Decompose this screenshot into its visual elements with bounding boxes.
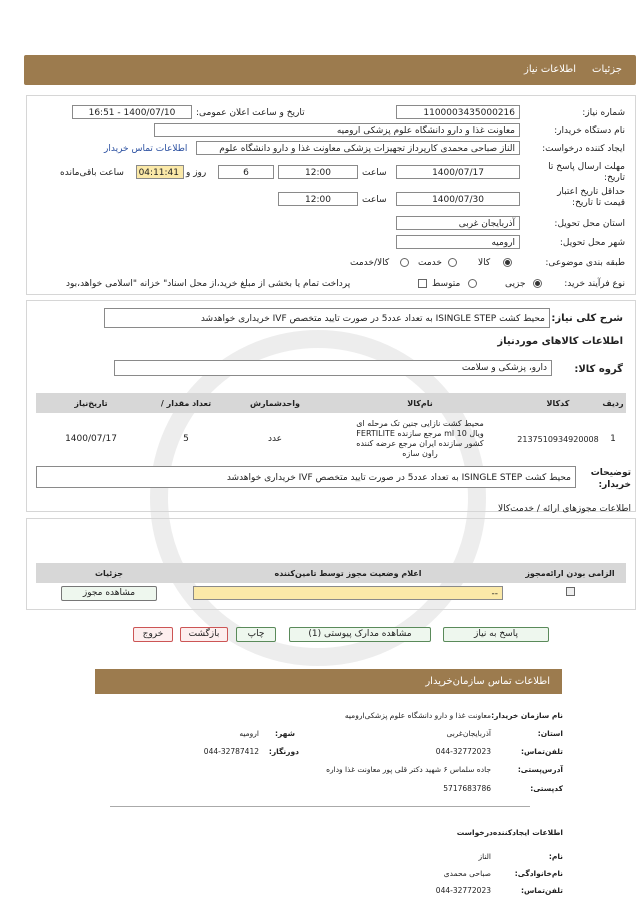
nav-need-info-link[interactable]: اطلاعات نیاز: [524, 64, 576, 75]
item-qty: 5: [183, 434, 189, 444]
item-date: 1400/07/17: [65, 434, 117, 444]
remaining-time-label: ساعت باقی‌مانده: [60, 168, 124, 178]
contact-fax-label: دورنگار:: [268, 747, 299, 756]
creator-field: الناز صباحی محمدی کارپرداز تجهیزات پزشکی معاونت غذا و دارو دانشگاه علوم: [196, 141, 520, 155]
price-validity-label: حداقل تاریخ اعتبار قیمت تا تاریخ:: [557, 187, 625, 208]
item-unit: عدد: [267, 434, 283, 444]
need-number-field: 1100003435000216: [396, 105, 520, 119]
reply-date-field: 1400/07/17: [396, 165, 520, 179]
back-button[interactable]: بازگشت: [180, 627, 228, 642]
announce-label: تاریخ و ساعت اعلان عمومی:: [196, 108, 305, 118]
top-nav-bar: [24, 55, 636, 85]
category-both-radio[interactable]: [400, 258, 409, 267]
buyer-org-field: معاونت غذا و دارو دانشگاه علوم پزشکی ارومیه: [154, 123, 520, 137]
permit-required-checkbox: [566, 587, 575, 596]
summary-field: محیط کشت ISINGLE STEP به تعداد عدد5 در صورت تایید متخصص IVF خریداری خواهدشد: [104, 308, 550, 328]
contact-address-label: آدرس‌پستی:: [517, 765, 563, 774]
view-permit-button[interactable]: مشاهده مجوز: [61, 586, 157, 601]
permits-table-header: [36, 563, 626, 583]
contact-province-value: آذربایجان‌غربی: [446, 729, 491, 738]
col-date-header: تاریخ‌نیاز: [36, 393, 146, 413]
reply-button[interactable]: پاسخ به نیاز: [443, 627, 549, 642]
treasury-payment-note: پرداخت تمام یا بخشی از مبلغ خرید،از محل اسناد" خزانه "اسلامی خواهد،بود: [66, 279, 351, 289]
category-goods-label: کالا: [478, 258, 491, 268]
item-code: 2137510934920008: [517, 434, 599, 444]
buyer-notes-field: محیط کشت ISINGLE STEP به تعداد عدد5 در صورت تایید متخصص IVF خریداری خواهدشد: [36, 466, 576, 488]
city-field: ارومیه: [396, 235, 520, 249]
price-time-label: ساعت: [362, 195, 387, 205]
buyer-org-label: نام دستگاه خریدار:: [554, 126, 625, 136]
province-field: آذربایجان غربی: [396, 216, 520, 230]
permit-status-header: اعلام وضعیت مجوز توسط تامین‌کننده: [182, 563, 514, 583]
process-type-label: نوع فرآیند خرید:: [564, 279, 625, 289]
creator-phone-label: تلفن‌تماس:: [520, 886, 563, 895]
contact-city-value: ارومیه: [239, 729, 259, 738]
province-label: استان محل تحویل:: [554, 219, 625, 229]
reply-deadline-label: مهلت ارسال پاسخ تا تاریخ:: [548, 162, 625, 183]
contact-postal-value: 5717683786: [443, 784, 491, 793]
creator-phone-value: 044-32772023: [435, 886, 491, 895]
permits-title: اطلاعات مجوزهای ارائه / خدمت‌کالا: [497, 504, 631, 514]
need-number-label: شماره نیاز:: [582, 108, 625, 118]
contact-province-label: استان:: [537, 729, 563, 738]
contact-address-value: جاده سلماس ۶ شهید دکتر قلی پور معاونت غذا وداره: [326, 765, 491, 774]
row-number: 1: [610, 434, 616, 444]
process-medium-radio[interactable]: [468, 279, 477, 288]
buyer-notes-label: توضیحات خریدار:: [590, 468, 631, 490]
item-name: محیط کشت نازایی جنین تک مرحله ای ویال 10 ml مرجع سازنده FERTILITE کشور سازنده ایران مرجع عرضه کننده راون سازه: [356, 419, 484, 458]
permit-details-header: جزئیات: [36, 563, 182, 583]
contact-org-label: نام سازمان خریدار:: [491, 711, 563, 720]
remaining-time-field: 04:11:41: [136, 165, 184, 179]
creator-family-value: صباحی محمدی: [443, 869, 491, 878]
category-label: طبقه بندی موضوعی:: [545, 258, 625, 268]
contact-org-value: معاونت غذا و دارو دانشگاه علوم پزشکی‌ارومیه: [344, 711, 491, 720]
category-service-label: خدمت: [418, 258, 442, 268]
process-medium-label: متوسط: [432, 279, 461, 289]
contact-phone-value: 044-32772023: [435, 747, 491, 756]
col-row-header: ردیف: [600, 393, 626, 413]
contact-divider: [110, 806, 530, 807]
table-row: [36, 413, 626, 465]
days-label: روز و: [186, 168, 207, 178]
category-both-label: کالا/خدمت: [350, 258, 390, 268]
reply-time-label: ساعت: [362, 168, 387, 178]
city-label: شهر محل تحویل:: [559, 238, 625, 248]
contact-title: اطلاعات تماس سازمان‌خریدار: [425, 676, 550, 687]
col-qty-header: تعداد مقدار /: [146, 393, 226, 413]
goods-group-label: گروه کالا:: [574, 364, 623, 375]
days-field: 6: [218, 165, 274, 179]
permit-status-field: --: [193, 586, 503, 600]
goods-section-title: اطلاعات کالاهای موردنیاز: [497, 336, 623, 347]
goods-table-header: [36, 393, 626, 413]
creator-label: ایجاد کننده درخواست:: [542, 144, 625, 154]
treasury-payment-checkbox[interactable]: [418, 279, 427, 288]
col-unit-header: واحدشمارش: [226, 393, 324, 413]
process-minor-label: جزیی: [505, 279, 526, 289]
table-row: [36, 583, 626, 603]
goods-group-field: دارو، پزشکی و سلامت: [114, 360, 552, 376]
creator-name-value: الناز: [478, 852, 491, 861]
permits-table: [36, 563, 626, 603]
goods-table: [36, 393, 626, 465]
creator-name-label: نام:: [548, 852, 563, 861]
process-minor-radio[interactable]: [533, 279, 542, 288]
contact-city-label: شهر:: [275, 729, 295, 738]
buyer-contact-link[interactable]: اطلاعات تماس خریدار: [104, 144, 188, 154]
attachments-button[interactable]: مشاهده مدارک پیوستی (1): [289, 627, 431, 642]
price-date-field: 1400/07/30: [396, 192, 520, 206]
exit-button[interactable]: خروج: [133, 627, 173, 642]
creator-family-label: نام‌خانوادگی:: [514, 869, 563, 878]
col-code-header: کدکالا: [516, 393, 600, 413]
price-time-field: 12:00: [278, 192, 358, 206]
nav-details-link[interactable]: جزئیات: [592, 64, 622, 75]
col-name-header: نام‌کالا: [324, 393, 516, 413]
contact-header: [95, 669, 562, 694]
print-button[interactable]: چاپ: [236, 627, 276, 642]
announce-field: 1400/07/10 - 16:51: [72, 105, 192, 119]
category-service-radio[interactable]: [448, 258, 457, 267]
creator-info-title: اطلاعات ایجادکننده‌درخواست: [456, 828, 563, 837]
summary-label: شرح کلی نیاز:: [551, 313, 623, 324]
contact-phone-label: تلفن‌تماس:: [520, 747, 563, 756]
reply-time-field: 12:00: [278, 165, 358, 179]
category-goods-radio[interactable]: [503, 258, 512, 267]
contact-fax-value: 044-32787412: [203, 747, 259, 756]
contact-postal-label: کدپستی:: [530, 784, 563, 793]
permit-required-header: الزامی بودن ارائه‌مجوز: [514, 563, 626, 583]
